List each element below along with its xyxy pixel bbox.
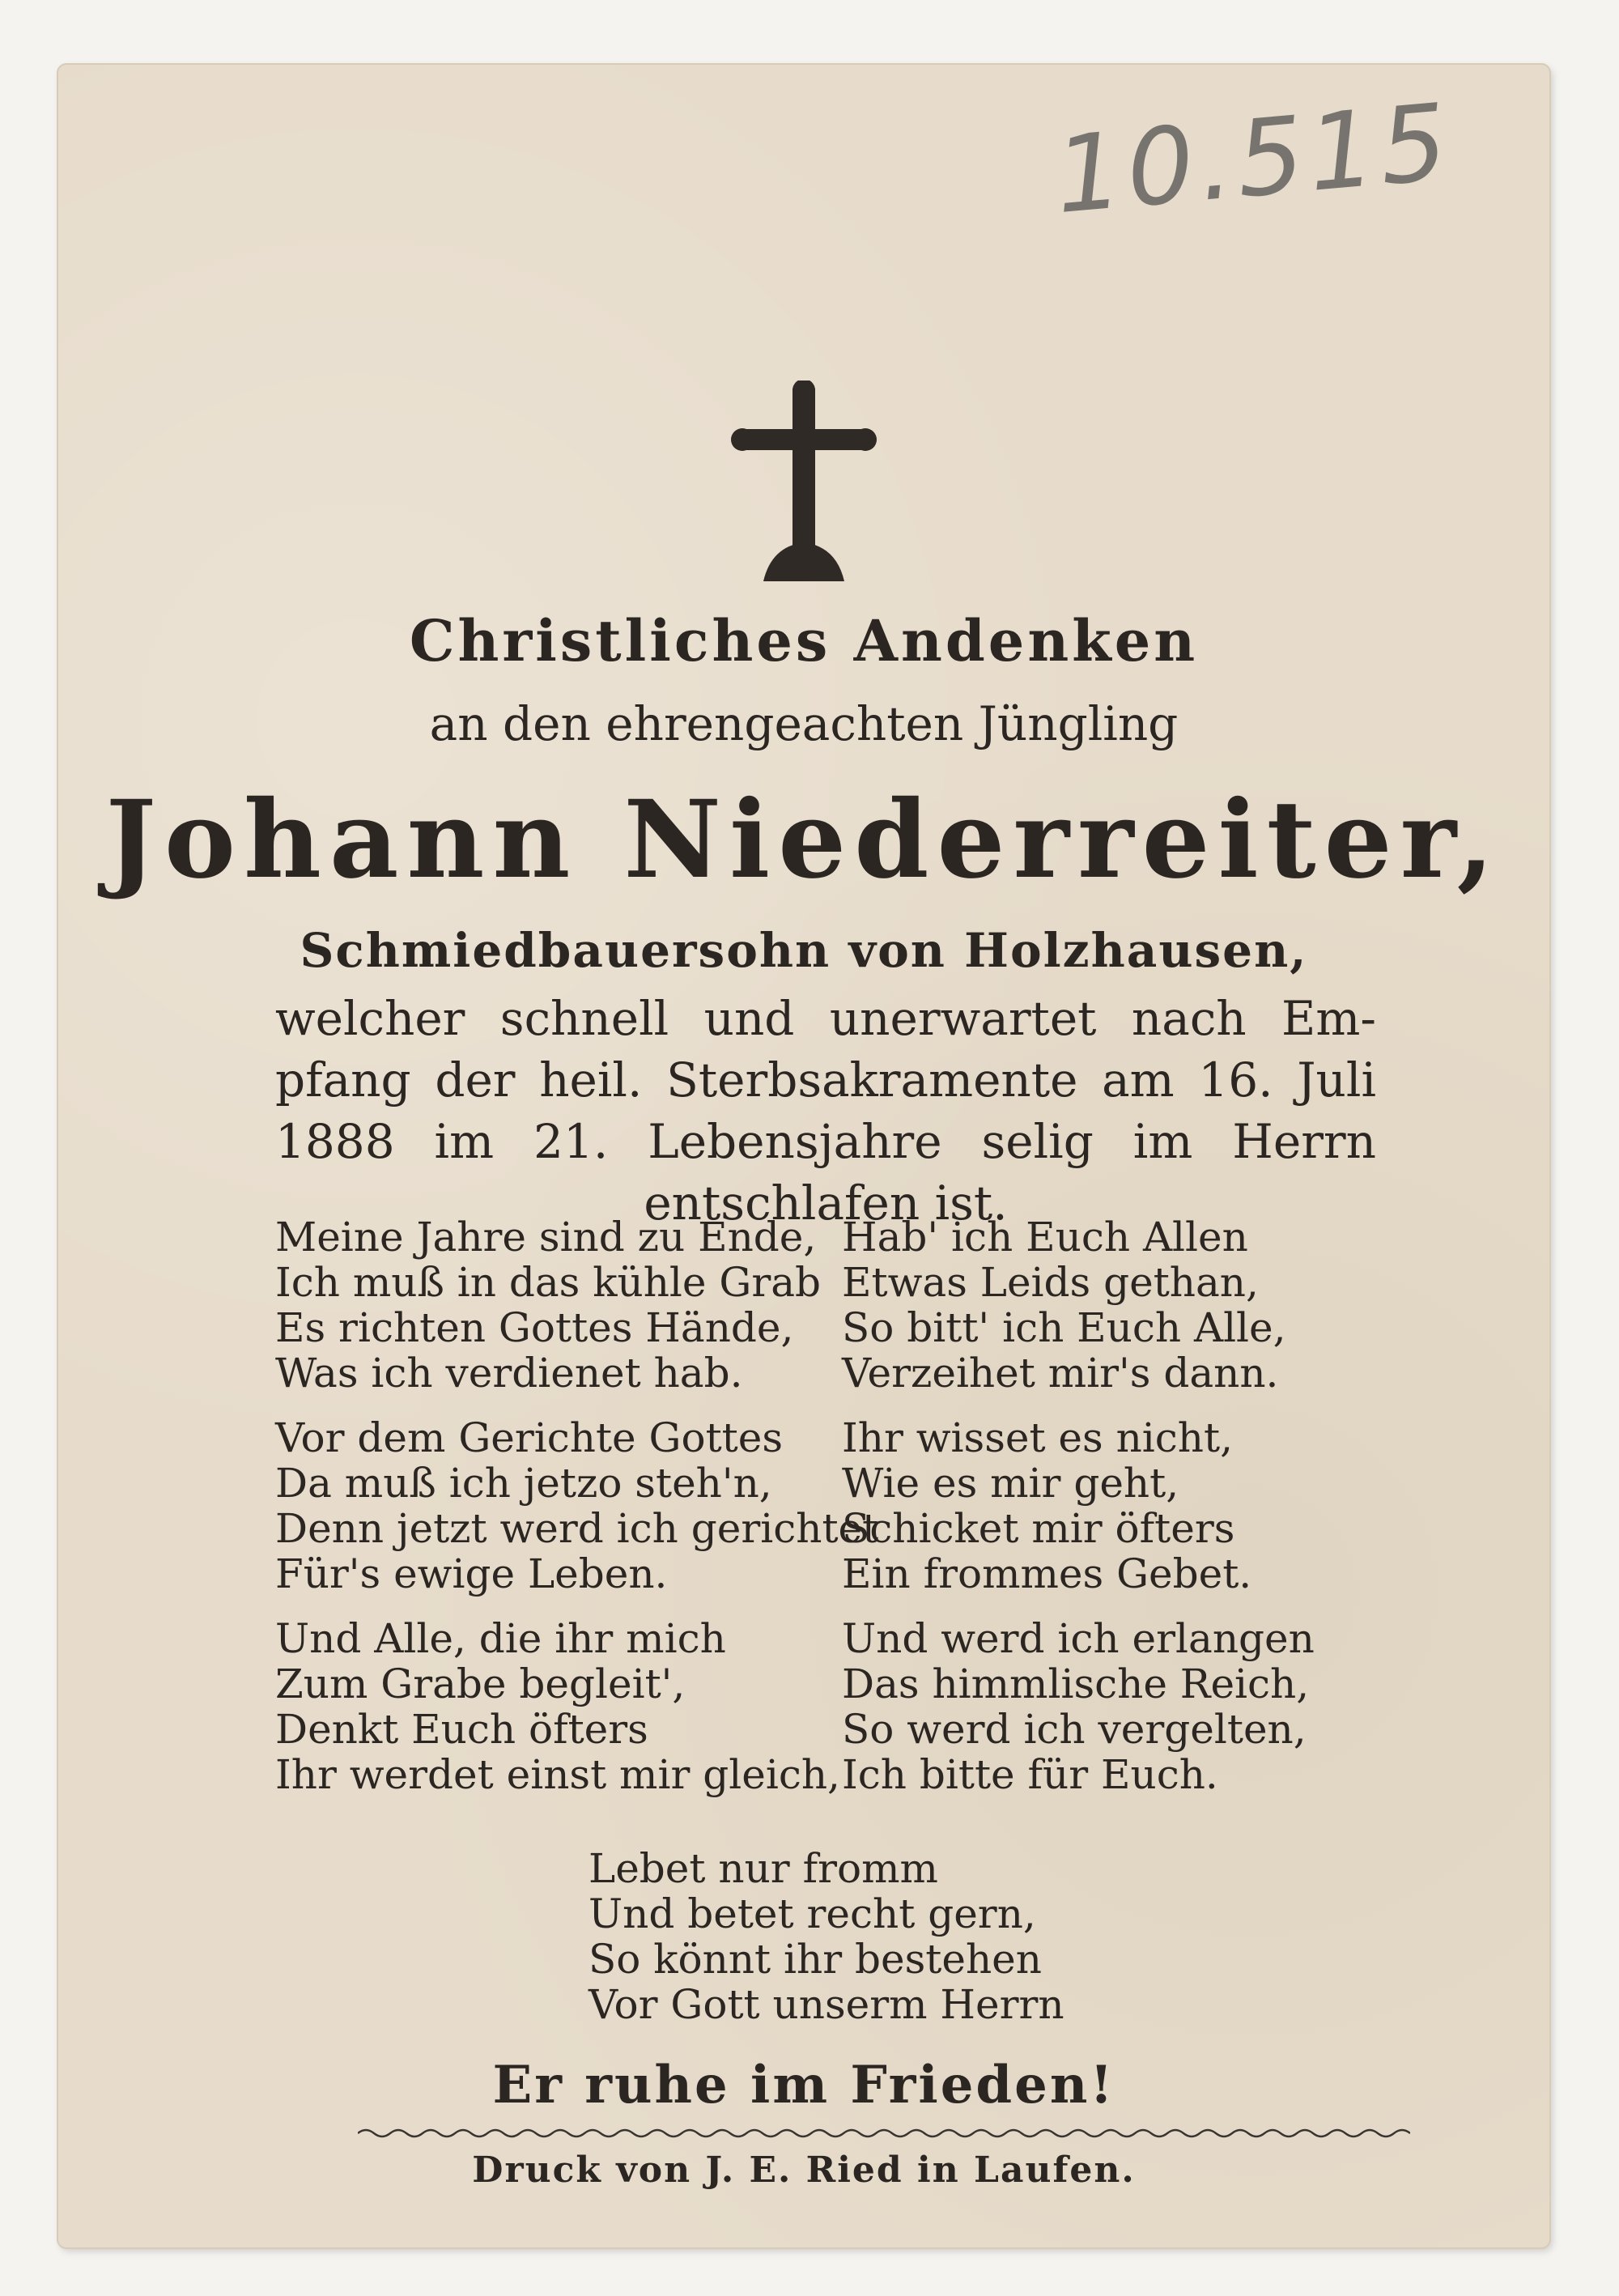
intro-line: an den ehrengeachten Jüngling	[429, 696, 1179, 751]
poem-line: Für's ewige Leben.	[275, 1550, 668, 1597]
card-title: Christliches Andenken	[409, 607, 1199, 674]
poem-line: Lebet nur fromm	[589, 1845, 938, 1892]
description-line: 1888 im 21. Lebensjahre selig im Herrn	[275, 1114, 1376, 1169]
memorial-card	[58, 65, 1549, 2247]
poem-right-column	[842, 1214, 1392, 1396]
poem-line: Ihr wisset es nicht,	[842, 1414, 1233, 1461]
poem-line: Wie es mir geht,	[842, 1460, 1179, 1507]
inventory-number: 10.515	[1050, 79, 1457, 238]
cross-icon	[731, 381, 877, 583]
wavy-divider	[358, 2125, 1410, 2141]
poem-line: Vor dem Gerichte Gottes	[275, 1414, 784, 1461]
poem-line: So bitt' ich Euch Alle,	[842, 1304, 1286, 1351]
poem-line: Etwas Leids gethan,	[842, 1259, 1259, 1306]
poem-line: Es richten Gottes Hände,	[275, 1304, 794, 1351]
description-line: welcher schnell und unerwartet nach Em-	[275, 991, 1376, 1046]
poem-line: Schicket mir öfters	[842, 1505, 1235, 1552]
poem-line: Ich muß in das kühle Grab	[275, 1259, 822, 1306]
poem-line: Meine Jahre sind zu Ende,	[275, 1214, 817, 1261]
printer-imprint: Druck von J. E. Ried in Laufen.	[472, 2149, 1136, 2191]
poem-line: Das himmlische Reich,	[842, 1660, 1310, 1707]
final-stanza	[589, 1846, 1064, 2027]
poem-line: Verzeihet mir's dann.	[842, 1350, 1279, 1397]
poem-line: So werd ich vergelten,	[842, 1706, 1307, 1753]
poem-line: Ich bitte für Euch.	[842, 1751, 1218, 1798]
poem-line: Denkt Euch öfters	[275, 1706, 648, 1753]
poem-line: Ein frommes Gebet.	[842, 1550, 1252, 1597]
deceased-name: Johann Niederreiter,	[105, 777, 1502, 903]
origin-line: Schmiedbauersohn von Holzhausen,	[300, 923, 1308, 978]
poem-line: Vor Gott unserm Herrn	[589, 1981, 1064, 2028]
poem-line: Und Alle, die ihr mich	[275, 1615, 726, 1662]
poem	[275, 1214, 1392, 1817]
poem-line: So könnt ihr bestehen	[589, 1936, 1042, 1983]
poem-line: Und betet recht gern,	[589, 1890, 1036, 1937]
poem-stanza	[275, 1616, 1392, 1797]
description-line: pfang der heil. Sterbsakramente am 16. Juli	[275, 1052, 1376, 1108]
poem-left-column	[275, 1214, 842, 1396]
poem-line: Zum Grabe begleit',	[275, 1660, 686, 1707]
poem-stanza	[275, 1214, 1392, 1396]
poem-right-column	[842, 1415, 1392, 1597]
closing-line: Er ruhe im Frieden!	[492, 2055, 1115, 2115]
poem-line: Was ich verdienet hab.	[275, 1350, 743, 1397]
description	[275, 988, 1376, 1234]
poem-right-column	[842, 1616, 1392, 1797]
poem-line: Und werd ich erlangen	[842, 1615, 1315, 1662]
poem-stanza	[275, 1415, 1392, 1597]
poem-line: Ihr werdet einst mir gleich,	[275, 1751, 840, 1798]
poem-line: Hab' ich Euch Allen	[842, 1214, 1248, 1261]
poem-left-column	[275, 1616, 842, 1797]
poem-line: Denn jetzt werd ich gerichtet	[275, 1505, 879, 1552]
description-line: entschlafen ist.	[644, 1176, 1008, 1231]
poem-left-column	[275, 1414, 879, 1597]
poem-line: Da muß ich jetzo steh'n,	[275, 1460, 772, 1507]
